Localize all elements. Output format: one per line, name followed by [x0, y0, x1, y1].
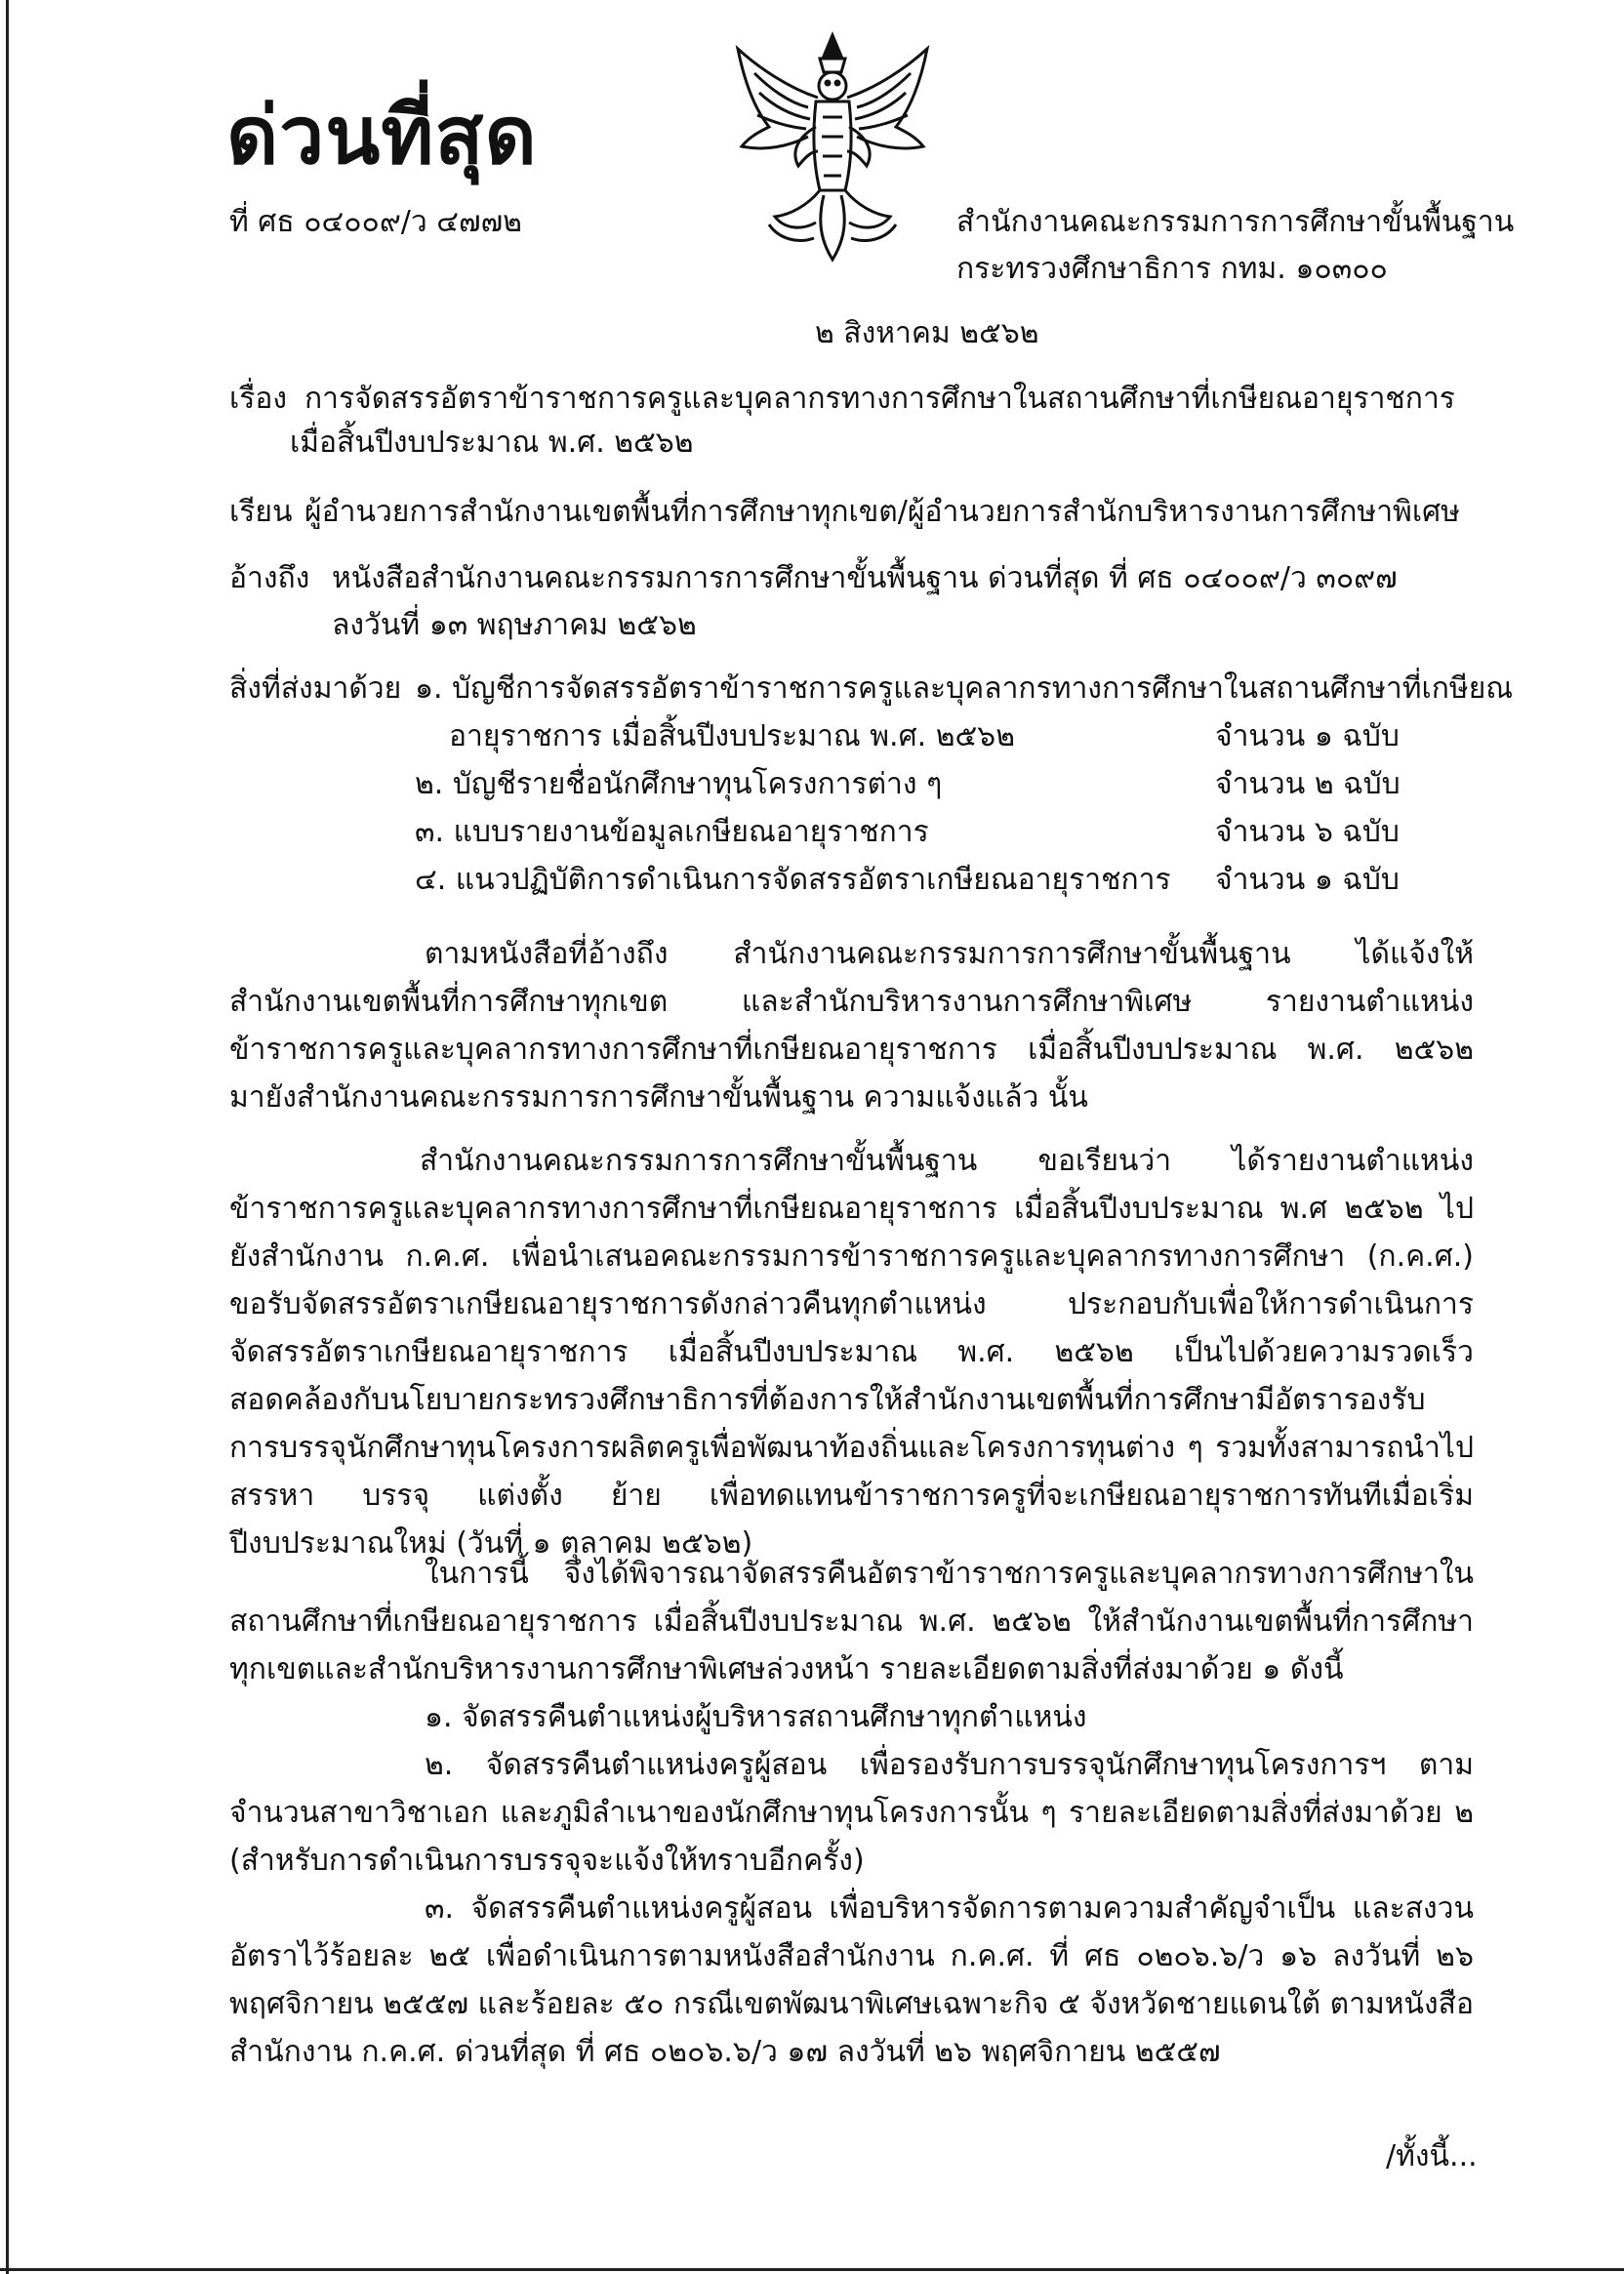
urgency-label: ด่วนที่สุด [226, 90, 538, 183]
attachment-item-2-qty: จำนวน ๒ ฉบับ [1215, 767, 1401, 801]
attachment-item-1-line-2: อายุราชการ เมื่อสิ้นปีงบประมาณ พ.ศ. ๒๕๖๒ [449, 719, 1016, 753]
attachment-item-1-qty: จำนวน ๑ ฉบับ [1215, 719, 1400, 753]
body-paragraph-2 [229, 1137, 1474, 1567]
body-item-1-text: ๑. จัดสรรคืนตำแหน่งผู้บริหารสถานศึกษาทุกตำแหน่ง [425, 1700, 1087, 1734]
document-date: ๒ สิงหาคม ๒๕๖๒ [815, 316, 1039, 350]
attachment-item-1-line-1: ๑. บัญชีการจัดสรรอัตราข้าราชการครูและบุคลากรทางการศึกษาในสถานศึกษาที่เกษียณ [415, 671, 1514, 706]
body-paragraph-1-text: ตามหนังสือที่อ้างถึง สำนักงานคณะกรรมการการศึกษาขั้นพื้นฐาน ได้แจ้งให้สำนักงานเขตพื้นที่การศึกษาทุกเขต และสำนักบริหารงานการศึกษาพิเศษ รายงานตำแหน่งข้าราชการครูและบุคลากรทางการศึกษาที่เกษียณอายุราชการ เมื่อสิ้นปีงบประมาณ พ.ศ. ๒๕๖๒ มายังสำนักงานคณะกรรมการการศึกษาขั้นพื้นฐาน ความแจ้งแล้ว นั้น [229, 937, 1474, 1115]
document-number: ที่ ศธ ๐๔๐๐๙/ว ๔๗๗๒ [229, 205, 522, 239]
continuation-marker: /ทั้งนี้... [1386, 2139, 1478, 2173]
issuer-office: สำนักงานคณะกรรมการการศึกษาขั้นพื้นฐาน [956, 205, 1515, 239]
attachment-item-4-qty: จำนวน ๑ ฉบับ [1215, 863, 1400, 897]
scan-edge-bottom [0, 2268, 1624, 2271]
reference-line-1: หนังสือสำนักงานคณะกรรมการการศึกษาขั้นพื้นฐาน ด่วนที่สุด ที่ ศธ ๐๔๐๐๙/ว ๓๐๙๗ [332, 561, 1398, 595]
attachment-item-3-qty: จำนวน ๖ ฉบับ [1215, 815, 1400, 849]
subject-line-2: เมื่อสิ้นปีงบประมาณ พ.ศ. ๒๕๖๒ [290, 426, 694, 460]
body-paragraph-2-text: สำนักงานคณะกรรมการการศึกษาขั้นพื้นฐาน ขอเรียนว่า ได้รายงานตำแหน่งข้าราชการครูและบุคลากรทางการศึกษาที่เกษียณอายุราชการ เมื่อสิ้นปีงบประมาณ พ.ศ ๒๕๖๒ ไปยังสำนักงาน ก.ค.ศ. เพื่อนำเสนอคณะกรรมการข้าราชการครูและบุคลากรทางการศึกษา (ก.ค.ศ.) ขอรับจัดสรรอัตราเกษียณอายุราชการดังกล่าวคืนทุกตำแหน่ง ประกอบกับเพื่อให้การดำเนินการจัดสรรอัตราเกษียณอายุราชการ เมื่อสิ้นปีงบประมาณ พ.ศ. ๒๕๖๒ เป็นไปด้วยความรวดเร็ว สอดคล้องกับนโยบายกระทรวงศึกษาธิการที่ต้องการให้สำนักงานเขตพื้นที่การศึกษามีอัตรารองรับการบรรจุนักศึกษาทุนโครงการผลิตครูเพื่อพัฒนาท้องถิ่นและโครงการทุนต่าง ๆ รวมทั้งสามารถนำไปสรรหา บรรจุ แต่งตั้ง ย้าย เพื่อทดแทนข้าราชการครูที่จะเกษียณอายุราชการทันทีเมื่อเริ่มปีงบประมาณใหม่ (วันที่ ๑ ตุลาคม ๒๕๖๒) [229, 1144, 1474, 1561]
body-item-3-text: ๓. จัดสรรคืนตำแหน่งครูผู้สอน เพื่อบริหารจัดการตามความสำคัญจำเป็น และสงวนอัตราไว้ร้อยละ ๒๕ เพื่อดำเนินการตามหนังสือสำนักงาน ก.ค.ศ. ที่ ศธ ๐๒๐๖.๖/ว ๑๖ ลงวันที่ ๒๖ พฤศจิกายน ๒๕๕๗ และร้อยละ ๕๐ กรณีเขตพัฒนาพิเศษเฉพาะกิจ ๕ จังหวัดชายแดนใต้ ตามหนังสือสำนักงาน ก.ค.ศ. ด่วนที่สุด ที่ ศธ ๐๒๐๖.๖/ว ๑๗ ลงวันที่ ๒๖ พฤศจิกายน ๒๕๕๗ [229, 1891, 1474, 2069]
subject-line-1: การจัดสรรอัตราข้าราชการครูและบุคลากรทางการศึกษาในสถานศึกษาที่เกษียณอายุราชการ [304, 382, 1455, 416]
body-item-2-text: ๒. จัดสรรคืนตำแหน่งครูผู้สอน เพื่อรองรับการบรรจุนักศึกษาทุนโครงการฯ ตามจำนวนสาขาวิชาเอก และภูมิลำเนาของนักศึกษาทุนโครงการนั้น ๆ รายละเอียดตามสิ่งที่ส่งมาด้วย ๒ (สำหรับการดำเนินการบรรจุจะแจ้งให้ทราบอีกครั้ง) [229, 1748, 1474, 1878]
attachments-label: สิ่งที่ส่งมาด้วย [229, 671, 402, 706]
reference-line-2: ลงวันที่ ๑๓ พฤษภาคม ๒๕๖๒ [332, 608, 697, 642]
body-paragraph-1 [229, 930, 1474, 1121]
issuer-address: กระทรวงศึกษาธิการ กทม. ๑๐๓๐๐ [956, 252, 1388, 286]
body-item-2 [229, 1741, 1474, 1885]
reference-label: อ้างถึง [229, 561, 310, 595]
recipient-label: เรียน [229, 495, 293, 529]
attachment-item-4: ๔. แนวปฏิบัติการดำเนินการจัดสรรอัตราเกษียณอายุราชการ [415, 863, 1171, 897]
body-item-1 [229, 1693, 1474, 1741]
body-paragraph-3 [229, 1550, 1474, 1693]
attachment-item-2: ๒. บัญชีรายชื่อนักศึกษาทุนโครงการต่าง ๆ [415, 767, 943, 801]
garuda-emblem-icon [730, 29, 935, 265]
scan-edge-left [6, 0, 9, 2274]
subject-label: เรื่อง [229, 382, 288, 416]
body-item-3 [229, 1885, 1474, 2076]
recipient-text: ผู้อำนวยการสำนักงานเขตพื้นที่การศึกษาทุกเขต/ผู้อำนวยการสำนักบริหารงานการศึกษาพิเศษ [304, 495, 1460, 529]
body-paragraph-3-text: ในการนี้ จึงได้พิจารณาจัดสรรคืนอัตราข้าราชการครูและบุคลากรทางการศึกษาในสถานศึกษาที่เกษียณอายุราชการ เมื่อสิ้นปีงบประมาณ พ.ศ. ๒๕๖๒ ให้สำนักงานเขตพื้นที่การศึกษาทุกเขตและสำนักบริหารงานการศึกษาพิเศษล่วงหน้า รายละเอียดตามสิ่งที่ส่งมาด้วย ๑ ดังนี้ [229, 1557, 1474, 1686]
attachment-item-3: ๓. แบบรายงานข้อมูลเกษียณอายุราชการ [415, 815, 929, 849]
